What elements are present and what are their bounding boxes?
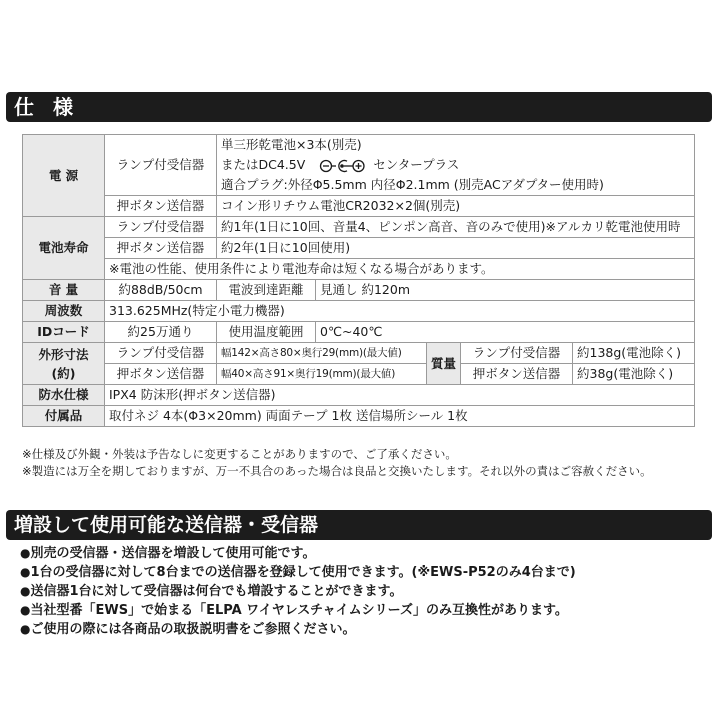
expansion-bullet-list — [20, 544, 576, 639]
list-item — [20, 544, 576, 563]
table-row — [23, 238, 695, 259]
volume-label: 音 量 — [23, 280, 105, 301]
list-item — [20, 582, 576, 601]
range-value: 見通し 約120m — [316, 280, 695, 301]
frequency-value: 313.625MHz(特定小電力機器) — [105, 301, 695, 322]
spec-notes — [22, 446, 652, 480]
table-row — [23, 364, 695, 385]
battery-note: ※電池の性能、使用条件により電池寿命は短くなる場合があります。 — [105, 259, 695, 280]
dim-receiver-label: ランプ付受信器 — [105, 343, 217, 364]
table-row — [23, 406, 695, 427]
accessories-value: 取付ネジ 4本(Φ3×20mm) 両面テープ 1枚 送信場所シール 1枚 — [105, 406, 695, 427]
bullet-icon: ● — [20, 584, 31, 598]
list-item-text: 1台の受信器に対して8台までの送信器を登録して使用できます。(※EWS-P52のみ4台まで) — [30, 565, 576, 580]
spec-section-title: 仕 様 — [14, 95, 79, 119]
power-receiver-line: 単三形乾電池×3本(別売) — [221, 137, 362, 152]
note-line: ※製造には万全を期しておりますが、万一不具合のあった場合は良品と交換いたします。それ以外の責はご容赦ください。 — [22, 464, 652, 478]
table-row — [23, 196, 695, 217]
expansion-section-title: 増設して使用可能な送信器・受信器 — [14, 514, 319, 536]
note-line: ※仕様及び外観・外装は予告なしに変更することがありますので、ご了承ください。 — [22, 447, 457, 461]
bullet-icon: ● — [20, 622, 31, 636]
table-row — [23, 135, 695, 196]
list-item-text: 送信器1台に対して受信器は何台でも増設することができます。 — [30, 584, 403, 599]
table-row — [23, 385, 695, 406]
dimensions-label-line: 外形寸法 — [38, 346, 89, 362]
bullet-icon: ● — [20, 603, 31, 617]
battery-receiver-label: ランプ付受信器 — [105, 217, 217, 238]
battery-transmitter-value: 約2年(1日に10回使用) — [217, 238, 695, 259]
dim-transmitter-value: 幅40×高さ91×奥行19(mm)(最大値) — [217, 364, 427, 385]
idcode-label: IDコード — [23, 322, 105, 343]
table-row — [23, 217, 695, 238]
list-item — [20, 563, 576, 582]
battery-receiver-value: 約1年(1日に10回、音量4、ピンポン高音、音のみで使用)※アルカリ乾電池使用時 — [217, 217, 695, 238]
weight-transmitter-value: 約38g(電池除く) — [573, 364, 695, 385]
accessories-label: 付属品 — [23, 406, 105, 427]
power-transmitter-value: コイン形リチウム電池CR2032×2個(別売) — [217, 196, 695, 217]
spec-table — [22, 134, 695, 427]
center-plus-text: センタープラス — [373, 157, 460, 172]
table-row — [23, 301, 695, 322]
weight-receiver-label: ランプ付受信器 — [461, 343, 573, 364]
temp-label: 使用温度範囲 — [217, 322, 316, 343]
spec-section-header — [6, 92, 712, 122]
table-row — [23, 322, 695, 343]
table-row — [23, 280, 695, 301]
power-receiver-line: 適合プラグ:外径Φ5.5mm 内径Φ2.1mm (別売ACアダプター使用時) — [221, 177, 604, 192]
waterproof-label: 防水仕様 — [23, 385, 105, 406]
power-receiver-line — [221, 155, 690, 175]
volume-value: 約88dB/50cm — [105, 280, 217, 301]
power-transmitter-label: 押ボタン送信器 — [105, 196, 217, 217]
table-row — [23, 259, 695, 280]
polarity-icon — [319, 159, 365, 173]
expansion-section-header — [6, 510, 712, 540]
dim-receiver-value: 幅142×高さ80×奥行29(mm)(最大値) — [217, 343, 427, 364]
dimensions-label — [23, 343, 105, 385]
weight-transmitter-label: 押ボタン送信器 — [461, 364, 573, 385]
waterproof-value: IPX4 防沫形(押ボタン送信器) — [105, 385, 695, 406]
power-dc: またはDC4.5V — [221, 157, 306, 172]
list-item-text: ご使用の際には各商品の取扱説明書をご参照ください。 — [30, 622, 356, 637]
dimensions-label-line: (約) — [51, 365, 76, 381]
range-label: 電波到達距離 — [217, 280, 316, 301]
bullet-icon: ● — [20, 565, 31, 579]
list-item — [20, 601, 576, 620]
bullet-icon: ● — [20, 546, 31, 560]
power-receiver-label: ランプ付受信器 — [105, 135, 217, 196]
battery-label: 電池寿命 — [23, 217, 105, 280]
power-label: 電 源 — [23, 135, 105, 217]
power-receiver-value — [217, 135, 695, 196]
battery-transmitter-label: 押ボタン送信器 — [105, 238, 217, 259]
list-item — [20, 620, 576, 639]
weight-receiver-value: 約138g(電池除く) — [573, 343, 695, 364]
idcode-value: 約25万通り — [105, 322, 217, 343]
weight-label: 質量 — [427, 343, 461, 385]
dim-transmitter-label: 押ボタン送信器 — [105, 364, 217, 385]
list-item-text: 別売の受信器・送信器を増設して使用可能です。 — [30, 546, 316, 561]
list-item-text: 当社型番「EWS」で始まる「ELPA ワイヤレスチャイムシリーズ」のみ互換性があります。 — [30, 603, 568, 618]
temp-value: 0℃~40℃ — [316, 322, 695, 343]
table-row — [23, 343, 695, 364]
frequency-label: 周波数 — [23, 301, 105, 322]
